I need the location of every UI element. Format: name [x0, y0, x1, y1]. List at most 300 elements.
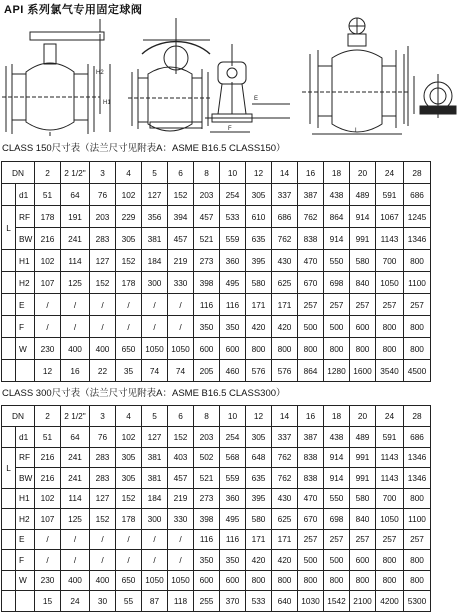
header-cell: 28: [404, 162, 431, 184]
table-cell: 914: [350, 206, 376, 228]
table-cell: 125: [61, 272, 90, 294]
table-cell: 650: [116, 338, 142, 360]
table-cell: 152: [90, 272, 116, 294]
table-cell: 22: [90, 360, 116, 382]
table-cell: 800: [298, 338, 324, 360]
header-cell: 24: [376, 406, 404, 427]
table-cell: 76: [90, 427, 116, 448]
table-cell: 127: [142, 184, 168, 206]
class300-table: [1, 405, 431, 612]
label-f: F: [228, 126, 232, 132]
header-cell: 8: [194, 162, 220, 184]
table-cell: 152: [90, 509, 116, 530]
table-cell: 230: [35, 570, 61, 591]
table-cell: 400: [90, 570, 116, 591]
header-cell: 10: [220, 162, 246, 184]
table-cell: /: [90, 529, 116, 550]
table-cell: 1067: [376, 206, 404, 228]
table-cell: 670: [298, 272, 324, 294]
blank-cell: [2, 509, 16, 530]
table-header-row: [2, 406, 431, 427]
table-cell: 914: [324, 228, 350, 250]
header-cell: 24: [376, 162, 404, 184]
header-cell: 20: [350, 162, 376, 184]
table-cell: /: [168, 529, 194, 550]
header-cell: 4: [116, 162, 142, 184]
table-cell: 840: [350, 272, 376, 294]
table-cell: 686: [272, 206, 298, 228]
table-cell: 241: [61, 228, 90, 250]
table-cell: 387: [298, 427, 324, 448]
table-cell: 381: [142, 447, 168, 468]
table-cell: 257: [376, 529, 404, 550]
table-cell: 635: [246, 468, 272, 489]
table-cell: 305: [116, 228, 142, 250]
table-cell: 580: [246, 509, 272, 530]
table-cell: 914: [324, 447, 350, 468]
table-cell: 420: [246, 550, 272, 571]
table-cell: 16: [61, 360, 90, 382]
table-cell: 205: [194, 360, 220, 382]
table-cell: 178: [116, 509, 142, 530]
header-cell: 10: [220, 406, 246, 427]
table-cell: /: [116, 294, 142, 316]
table-cell: 257: [298, 294, 324, 316]
table-cell: 1100: [404, 272, 431, 294]
table-cell: 178: [35, 206, 61, 228]
gearbox-side-drawing: [205, 44, 290, 132]
table-cell: 381: [142, 468, 168, 489]
table-cell: 51: [35, 427, 61, 448]
table-cell: /: [142, 550, 168, 571]
table-cell: 178: [116, 272, 142, 294]
table-cell: /: [35, 316, 61, 338]
table-cell: 600: [194, 570, 220, 591]
table-row: [2, 591, 431, 612]
table-cell: 102: [35, 250, 61, 272]
table-row: [2, 228, 431, 250]
header-cell: 20: [350, 406, 376, 427]
table-cell: 257: [376, 294, 404, 316]
header-cell: 12: [246, 406, 272, 427]
table-cell: 360: [220, 488, 246, 509]
table-cell: 800: [376, 570, 404, 591]
table-cell: 489: [350, 427, 376, 448]
table-cell: 762: [272, 447, 298, 468]
table-cell: 420: [272, 316, 298, 338]
table-row: [2, 360, 431, 382]
table-cell: 438: [324, 427, 350, 448]
table150-caption: CLASS 150尺寸表（法兰尺寸见附表A：ASME B16.5 CLASS150）: [2, 143, 286, 154]
table-row: [2, 294, 431, 316]
blank-cell: [2, 488, 16, 509]
table-cell: 219: [168, 250, 194, 272]
table-cell: 30: [90, 591, 116, 612]
table-cell: 114: [61, 250, 90, 272]
table-cell: 184: [142, 250, 168, 272]
table-cell: 838: [298, 228, 324, 250]
table-cell: 395: [246, 250, 272, 272]
table-cell: 568: [220, 447, 246, 468]
label-h1: H1: [103, 100, 111, 106]
table-cell: 914: [324, 468, 350, 489]
table-cell: 330: [168, 272, 194, 294]
table-cell: 800: [324, 570, 350, 591]
table-cell: 1050: [168, 570, 194, 591]
header-cell: 4: [116, 406, 142, 427]
table-cell: 64: [61, 184, 90, 206]
table-cell: 521: [194, 228, 220, 250]
table-cell: 257: [350, 529, 376, 550]
table-cell: 559: [220, 468, 246, 489]
table-cell: 127: [90, 488, 116, 509]
row-label: H1: [16, 250, 35, 272]
table-cell: 800: [246, 338, 272, 360]
table-cell: 381: [142, 228, 168, 250]
table-cell: 686: [404, 184, 431, 206]
row-label: H2: [16, 272, 35, 294]
table-cell: 625: [272, 272, 298, 294]
table-cell: 1050: [376, 509, 404, 530]
table-cell: 114: [61, 488, 90, 509]
table-cell: 216: [35, 447, 61, 468]
table-cell: 489: [350, 184, 376, 206]
table-cell: 470: [298, 488, 324, 509]
table-row: [2, 206, 431, 228]
table-cell: 216: [35, 228, 61, 250]
table-cell: 395: [246, 488, 272, 509]
table-cell: 241: [61, 468, 90, 489]
table-cell: 495: [220, 272, 246, 294]
blank-cell: [2, 360, 16, 382]
table-cell: 500: [324, 316, 350, 338]
table-cell: 762: [272, 228, 298, 250]
table-row: [2, 488, 431, 509]
table-cell: 650: [116, 570, 142, 591]
table-cell: 457: [194, 206, 220, 228]
table-cell: 257: [324, 529, 350, 550]
table-cell: 400: [61, 570, 90, 591]
table-cell: 864: [298, 360, 324, 382]
label-l: L: [355, 128, 359, 134]
table-cell: 991: [350, 468, 376, 489]
table-cell: /: [90, 550, 116, 571]
table-cell: 305: [246, 184, 272, 206]
table-cell: 533: [220, 206, 246, 228]
header-cell: 14: [272, 406, 298, 427]
table-cell: 184: [142, 488, 168, 509]
table-cell: 521: [194, 468, 220, 489]
group-label-l: L: [2, 447, 16, 488]
table-cell: /: [168, 316, 194, 338]
table-cell: 171: [246, 294, 272, 316]
table-cell: 229: [116, 206, 142, 228]
header-dn: DN: [2, 406, 35, 427]
blank-cell: [2, 570, 16, 591]
table-cell: 74: [142, 360, 168, 382]
table-cell: /: [142, 316, 168, 338]
table-cell: 800: [404, 550, 431, 571]
table-cell: 800: [404, 250, 431, 272]
table-cell: 203: [194, 427, 220, 448]
table-cell: 125: [61, 509, 90, 530]
header-cell: 6: [168, 406, 194, 427]
table-cell: 457: [168, 228, 194, 250]
row-label: BW: [16, 228, 35, 250]
table-cell: 51: [35, 184, 61, 206]
table-cell: 1346: [404, 228, 431, 250]
table-cell: 102: [116, 184, 142, 206]
table-cell: 838: [298, 447, 324, 468]
table-cell: 350: [194, 550, 220, 571]
table-cell: 398: [194, 509, 220, 530]
table-cell: 273: [194, 250, 220, 272]
table-cell: 398: [194, 272, 220, 294]
table-cell: 559: [220, 228, 246, 250]
table-cell: 387: [298, 184, 324, 206]
table-cell: 4500: [404, 360, 431, 382]
table-cell: 152: [168, 427, 194, 448]
header-cell: 14: [272, 162, 298, 184]
table-cell: 64: [61, 427, 90, 448]
blank-cell: [2, 184, 16, 206]
table-cell: 1143: [376, 228, 404, 250]
table-row: [2, 250, 431, 272]
table-cell: 991: [350, 228, 376, 250]
row-label: F: [16, 316, 35, 338]
blank-cell: [2, 338, 16, 360]
table-cell: 800: [404, 488, 431, 509]
table-cell: 800: [404, 316, 431, 338]
table-cell: 87: [142, 591, 168, 612]
table-cell: 550: [324, 250, 350, 272]
table-cell: 116: [220, 294, 246, 316]
table-cell: 591: [376, 184, 404, 206]
table-row: [2, 550, 431, 571]
table-cell: 576: [246, 360, 272, 382]
row-label: [16, 360, 35, 382]
table-cell: 74: [168, 360, 194, 382]
table-cell: 118: [168, 591, 194, 612]
row-label: E: [16, 294, 35, 316]
table-cell: 230: [35, 338, 61, 360]
table-cell: 500: [324, 550, 350, 571]
table-cell: 305: [116, 447, 142, 468]
blank-cell: [2, 591, 16, 612]
table-cell: 580: [246, 272, 272, 294]
table-cell: 337: [272, 184, 298, 206]
table-cell: 337: [272, 427, 298, 448]
table-cell: 800: [350, 338, 376, 360]
table-cell: 1100: [404, 509, 431, 530]
table-cell: 305: [246, 427, 272, 448]
table-cell: /: [142, 529, 168, 550]
table-cell: 255: [194, 591, 220, 612]
table-cell: /: [168, 550, 194, 571]
header-cell: 16: [298, 406, 324, 427]
table-cell: /: [35, 529, 61, 550]
table-cell: 838: [298, 468, 324, 489]
table-cell: 24: [61, 591, 90, 612]
table-cell: 305: [116, 468, 142, 489]
blank-cell: [2, 550, 16, 571]
row-label: W: [16, 570, 35, 591]
table-cell: 1143: [376, 468, 404, 489]
table-cell: 800: [404, 338, 431, 360]
table-cell: 800: [246, 570, 272, 591]
table-cell: 1245: [404, 206, 431, 228]
table-cell: /: [61, 550, 90, 571]
table-cell: 257: [404, 294, 431, 316]
table-row: [2, 509, 431, 530]
header-cell: 5: [142, 162, 168, 184]
table-cell: /: [35, 294, 61, 316]
table-cell: 1346: [404, 468, 431, 489]
table-cell: 300: [142, 272, 168, 294]
table-cell: 640: [272, 591, 298, 612]
header-cell: 6: [168, 162, 194, 184]
table-cell: 762: [272, 468, 298, 489]
table-cell: 283: [90, 468, 116, 489]
table-cell: /: [61, 294, 90, 316]
table-cell: 460: [220, 360, 246, 382]
table-cell: 430: [272, 250, 298, 272]
table-cell: 283: [90, 447, 116, 468]
table-row: [2, 427, 431, 448]
table-cell: 800: [324, 338, 350, 360]
table-cell: 800: [404, 570, 431, 591]
row-label: d1: [16, 427, 35, 448]
table-cell: 533: [246, 591, 272, 612]
table-cell: 394: [168, 206, 194, 228]
table-cell: 203: [194, 184, 220, 206]
table-cell: 203: [90, 206, 116, 228]
table-cell: 116: [194, 529, 220, 550]
row-label: F: [16, 550, 35, 571]
table-cell: 457: [168, 468, 194, 489]
table-cell: 635: [246, 228, 272, 250]
table-cell: 625: [272, 509, 298, 530]
table-cell: 698: [324, 272, 350, 294]
table-cell: 2100: [350, 591, 376, 612]
table-cell: 700: [376, 488, 404, 509]
table-cell: 273: [194, 488, 220, 509]
table-cell: 800: [376, 316, 404, 338]
table-cell: 420: [272, 550, 298, 571]
table-cell: 171: [272, 529, 298, 550]
table-cell: 1030: [298, 591, 324, 612]
table-cell: 1143: [376, 447, 404, 468]
table-cell: 800: [350, 570, 376, 591]
table-cell: 35: [116, 360, 142, 382]
table-cell: 356: [142, 206, 168, 228]
row-label: RF: [16, 447, 35, 468]
label-h2: H2: [96, 70, 104, 76]
table-row: [2, 570, 431, 591]
table-cell: 800: [298, 570, 324, 591]
table-cell: 600: [220, 570, 246, 591]
table-cell: 400: [61, 338, 90, 360]
table-cell: 400: [90, 338, 116, 360]
table-cell: 403: [168, 447, 194, 468]
table-cell: 171: [272, 294, 298, 316]
table-cell: 107: [35, 509, 61, 530]
lever-valve-drawing: [2, 19, 110, 136]
table-cell: 127: [142, 427, 168, 448]
page-title: API 系列氯气专用固定球阀: [4, 4, 143, 16]
table-cell: 576: [272, 360, 298, 382]
table-cell: 254: [220, 427, 246, 448]
table-row: [2, 272, 431, 294]
gear-valve-front-drawing: [128, 18, 212, 131]
table-cell: 152: [168, 184, 194, 206]
table-cell: 495: [220, 509, 246, 530]
table-cell: 3540: [376, 360, 404, 382]
table-cell: 991: [350, 447, 376, 468]
table-cell: 257: [324, 294, 350, 316]
row-label: E: [16, 529, 35, 550]
header-dn: DN: [2, 162, 35, 184]
table-cell: 502: [194, 447, 220, 468]
table-cell: 600: [220, 338, 246, 360]
table-cell: 257: [404, 529, 431, 550]
header-cell: 18: [324, 406, 350, 427]
table-cell: 76: [90, 184, 116, 206]
table-cell: 216: [35, 468, 61, 489]
table-cell: 700: [376, 250, 404, 272]
table-cell: 219: [168, 488, 194, 509]
table-row: [2, 468, 431, 489]
table-cell: /: [61, 316, 90, 338]
blank-cell: [2, 250, 16, 272]
end-view-drawing: [414, 74, 456, 118]
table-cell: 550: [324, 488, 350, 509]
blank-cell: [2, 272, 16, 294]
table-cell: 330: [168, 509, 194, 530]
header-cell: 8: [194, 406, 220, 427]
table-cell: 500: [298, 316, 324, 338]
row-label: BW: [16, 468, 35, 489]
table-cell: 102: [35, 488, 61, 509]
table300-caption: CLASS 300尺寸表（法兰尺寸见附表A：ASME B16.5 CLASS300）: [2, 388, 286, 399]
blank-cell: [2, 316, 16, 338]
table-cell: 800: [272, 570, 298, 591]
row-label: d1: [16, 184, 35, 206]
table-cell: 600: [350, 316, 376, 338]
table-cell: /: [116, 529, 142, 550]
table-cell: 1050: [142, 570, 168, 591]
table-cell: 1542: [324, 591, 350, 612]
class150-table: [1, 161, 431, 382]
table-cell: 1346: [404, 447, 431, 468]
label-e: E: [254, 96, 259, 102]
table-cell: 55: [116, 591, 142, 612]
table-cell: 864: [324, 206, 350, 228]
table-cell: /: [116, 550, 142, 571]
table-cell: 350: [220, 316, 246, 338]
table-row: [2, 338, 431, 360]
table-row: [2, 529, 431, 550]
header-cell: 16: [298, 162, 324, 184]
header-cell: 3: [90, 162, 116, 184]
table-cell: 152: [116, 488, 142, 509]
table-cell: 241: [61, 447, 90, 468]
row-label: RF: [16, 206, 35, 228]
header-cell: 3: [90, 406, 116, 427]
table-cell: 580: [350, 250, 376, 272]
table-cell: 800: [272, 338, 298, 360]
table-cell: 107: [35, 272, 61, 294]
